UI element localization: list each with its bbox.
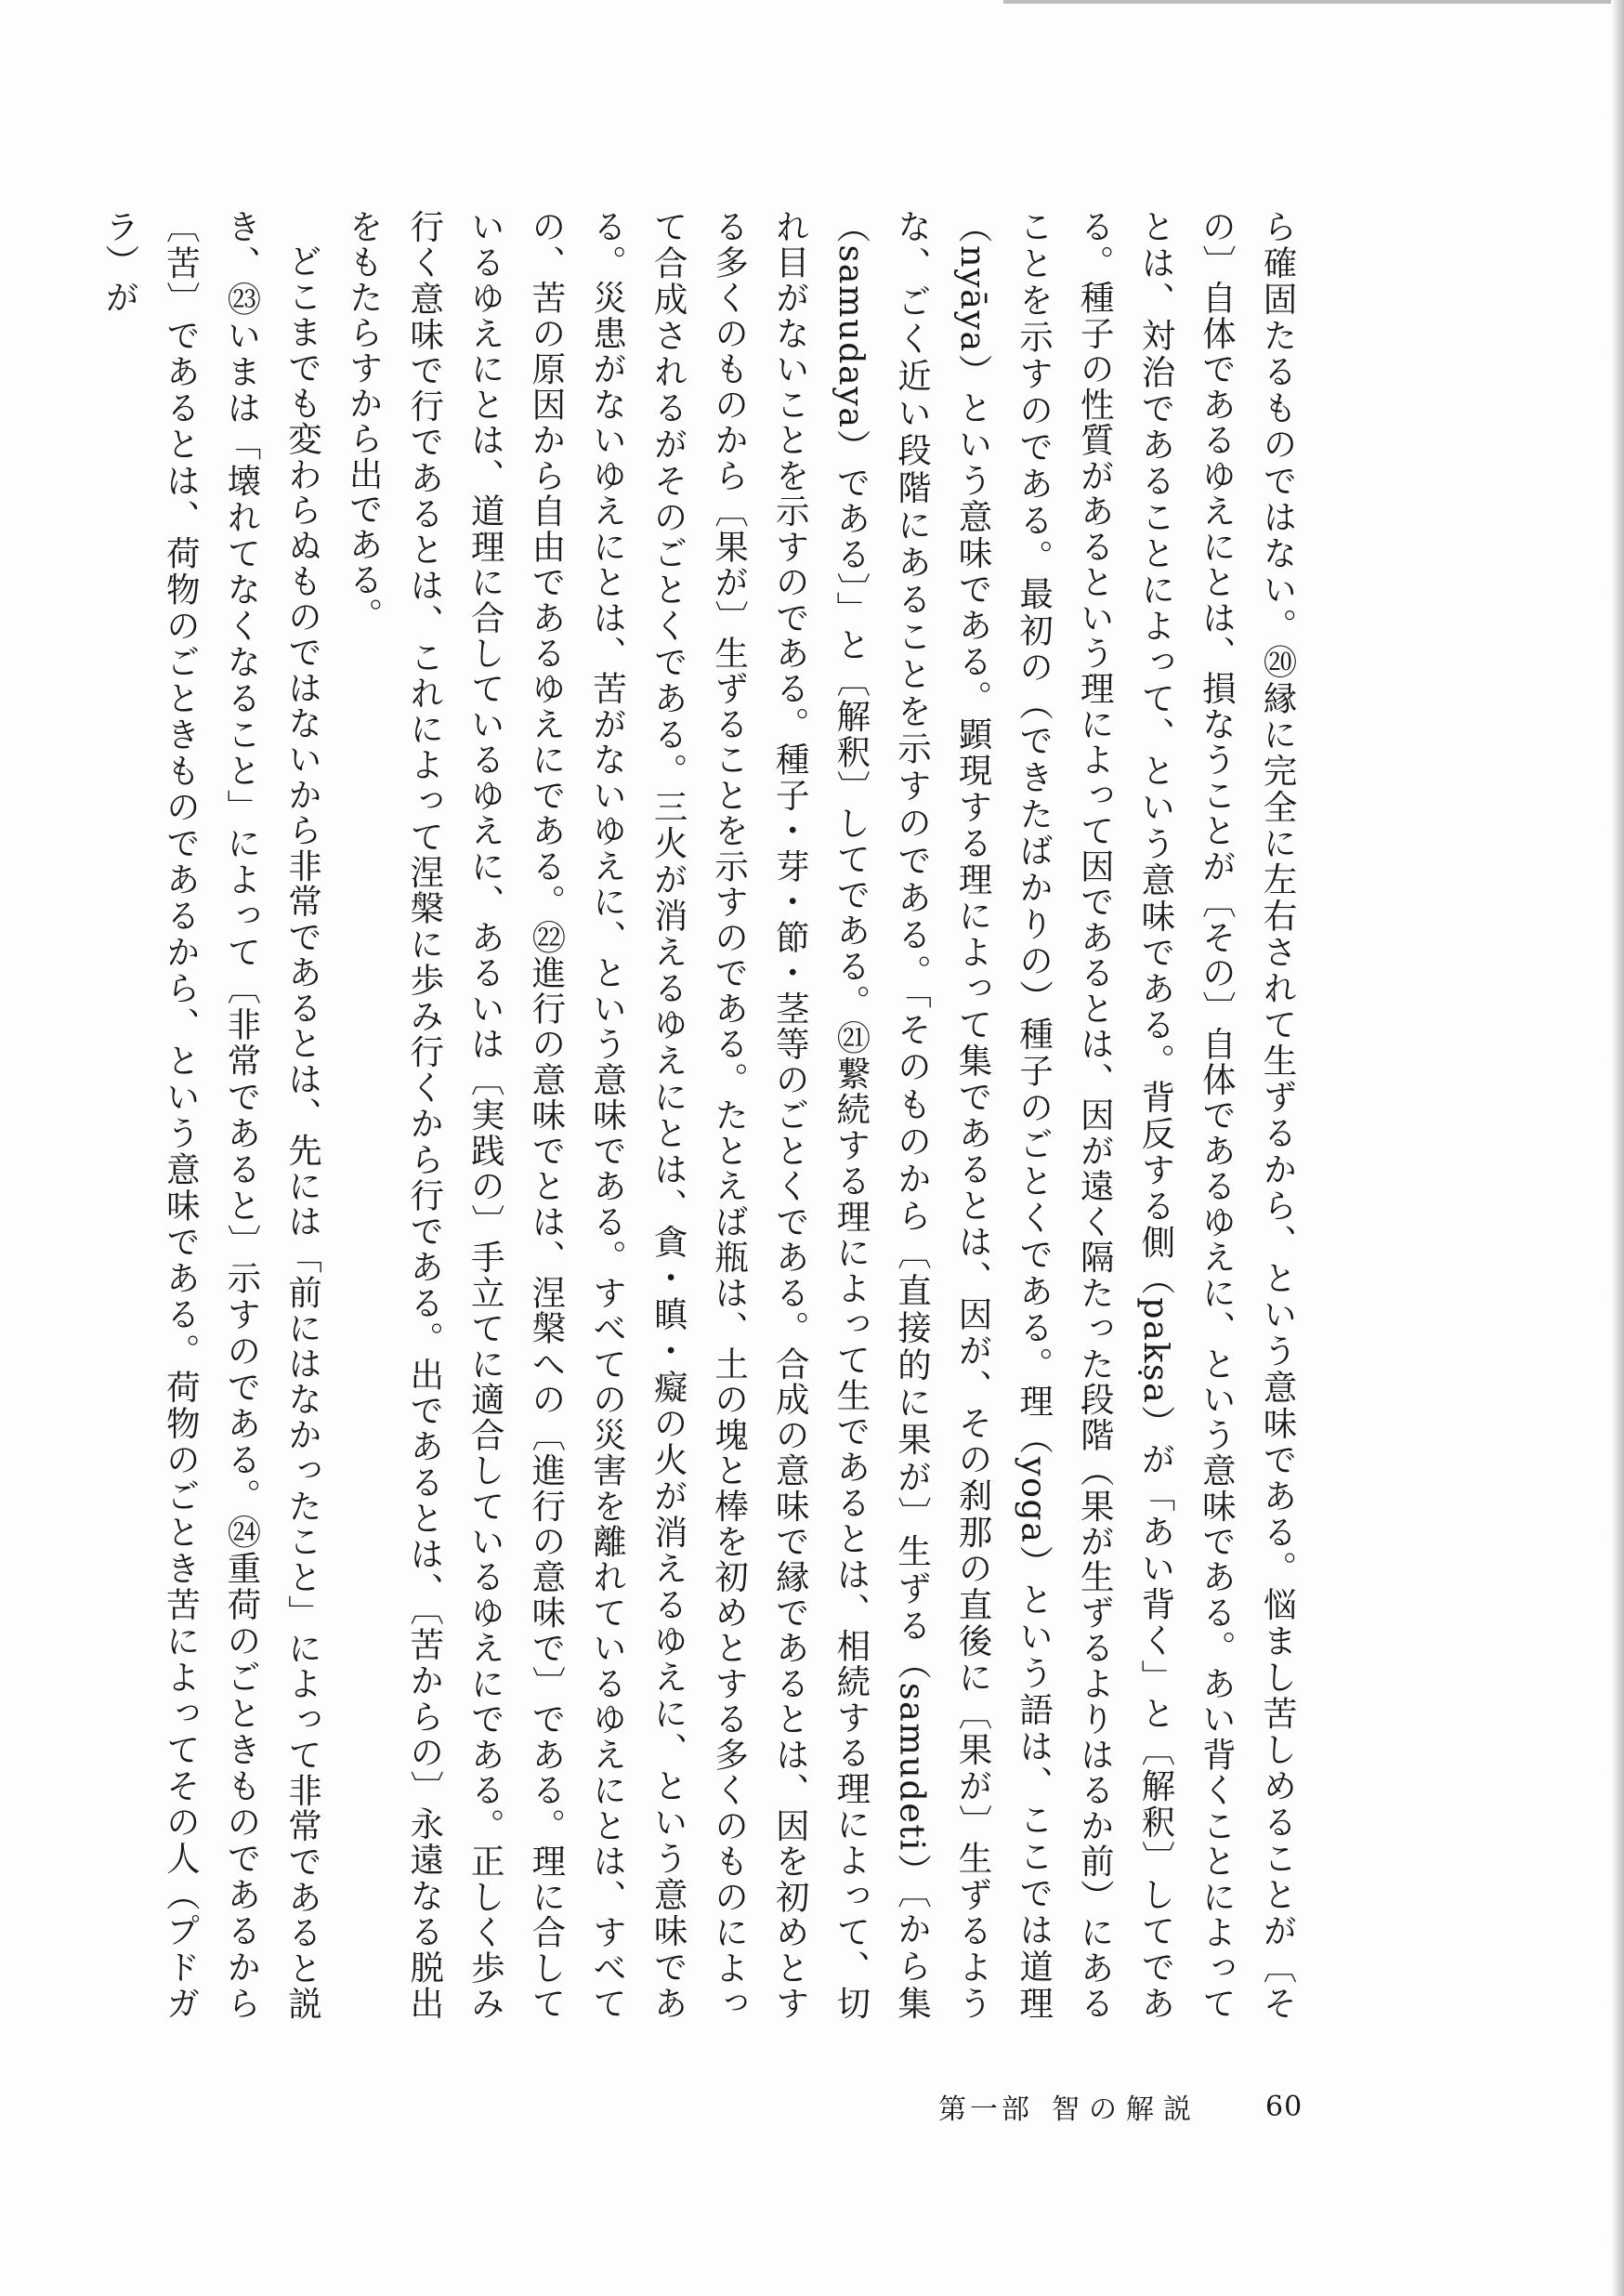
running-footer (938, 2083, 1310, 2130)
paragraph-1: ら確固たるものではない。⑳縁に完全に左右されて生ずるから、という意味である。悩まし苦しめることが〔その〕自体であるゆえにとは、損なうことが〔その〕自体であるゆえに、という意味である。あい背くことによってとは、対治であることによって、という意味である。背反する側（pakṣa）が「あい背く」と〔解釈〕してである。種子の性質があるという理によって因であるとは、因が遠く隔たった段階（果が生ずるよりはるか前）にあることを示すのである。最初の（できたばかりの）種子のごとくである。理（yoga）という語は、ここでは道理（nyāya）という意味である。顕現する理によって集であるとは、因が、その刹那の直後に〔果が〕生ずるような、ごく近い段階にあることを示すのである。「そのものから〔直接的に果が〕生ずる（samudeti）〔から集（samudaya）である〕」と〔解釈〕してである。㉑繋続する理によって生であるとは、相続する理によって、切れ目がないことを示すのである。種子・芽・節・茎等のごとくである。合成の意味で縁であるとは、因を初めとする多くのものから〔果が〕生ずることを示すのである。たとえば瓶は、土の塊と棒を初めとする多くのものによって合成されるがそのごとくである。三火が消えるゆえにとは、貪・瞋・癡の火が消えるゆえに、という意味である。災患がないゆえにとは、苦がないゆえに、という意味である。すべての災害を離れているゆえにとは、すべての、苦の原因から自由であるゆえにである。㉒進行の意味でとは、涅槃への〔進行の意味で〕である。理に合しているゆえにとは、道理に合しているゆえに、あるいは〔実践の〕手立てに適合しているゆえにである。正しく歩み行く意味で行であるとは、これによって涅槃に歩み行くから行である。出であるとは、〔苦からの〕永遠なる脱出をもたらすから出である。 (344, 209, 1298, 2021)
footer-part: 第一部 (938, 2093, 1033, 2126)
scan-edge-right (1611, 0, 1624, 2296)
footer-title: 智の解説 (1052, 2093, 1200, 2126)
scan-edge-top (1003, 0, 1624, 4)
paragraph-2: どこまでも変わらぬものではないから非常であるとは、先には「前にはなかったこと」によって非常であると説き、㉓いまは「壊れてなくなること」によって〔非常であると〕示すのである。㉔重荷のごときものであるから〔苦〕であるとは、荷物のごときものであるから、という意味である。荷物のごとき苦によってその人（プドガラ）が (99, 209, 323, 2022)
page-number: 60 (1265, 2090, 1303, 2123)
vertical-text-body (99, 209, 1308, 2022)
